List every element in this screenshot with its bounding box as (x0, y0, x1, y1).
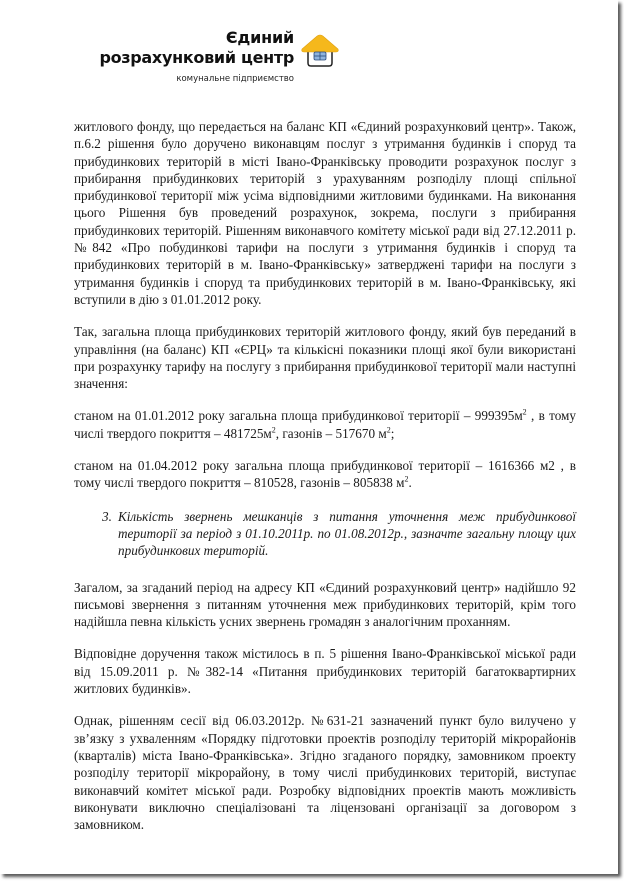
logo-text (99, 28, 294, 86)
paragraph-appeals-count: Загалом, за згаданий період на адресу КП «Єдиний розрахунковий центр» надійшло 92 письмові звернення з питанням уточнення меж прибудинкових територій, крім того надійшла певна кількість усних звернень громадян з аналогічним проханням. (74, 579, 576, 630)
question-item-3 (74, 508, 576, 560)
letterhead (90, 28, 370, 98)
paragraph-area-2012-01: станом на 01.01.2012 року загальна площа прибудинкової території – $999395м^2$ , в тому числі твердого покриття – $481725м^2$, газонів – 517670 $м^2$; (74, 408, 576, 441)
paragraph-council-decision: Відповідне доручення також містилось в п. 5 рішення Івано-Франківської міської ради від 15.09.2011 р. №382-14 «Питання прибудинкових територій багатоквартирних житлових будинків». (74, 646, 576, 697)
org-name-line-2: розрахунковий центр (99, 48, 294, 67)
org-subtitle: комунальне підприємство (176, 74, 294, 84)
org-name-line-1: Єдиний (225, 28, 294, 47)
question-number: 3. (102, 508, 112, 524)
paragraph-session-decision: Однак, рішенням сесії від 06.03.2012р. №631-21 зазначений пункт було вилучено у зв’язку з ухваленням «Порядку підготовки проектів розподілу територій мікрорайонів (кварталів) міста Івано-Франківська». Згідно згаданого порядку, замовником проекту розподілу території мікрорайону, в тому числі прибудинкових територій, виступає виконавчий комітет міської ради. Розробку відповідних проектів мають можливість виконувати виключно спеціалізовані та ліцензовані організації за договором з замовником. (74, 713, 576, 833)
paragraph-area-2012-04: станом на 01.04.2012 року загальна площа прибудинкової території – 1616366 м2 , в тому числі твердого покриття – 810528, газонів – 805838 $м^2$. (74, 458, 576, 491)
paragraph-territory-area-intro: Так, загальна площа прибудинкових територій житлового фонду, який був переданий в управління (на баланс) КП «ЄРЦ» та кількісні показники площі якої були використані при розрахунку тарифу на послугу з прибирання прибудинкової території мали наступні значення: (74, 324, 576, 392)
house-icon (298, 31, 342, 71)
question-text: Кількість звернень мешканців з питання уточнення меж прибудинкової території за період з 01.10.2011р. по 01.08.2012р., зазначте загальну площу цих прибудинкових територій. (118, 508, 576, 559)
paragraph-decision-summary: житлового фонду, що передається на баланс КП «Єдиний розрахунковий центр». Також, п.6.2 рішення було доручено виконавцям послуг з утримання будинків і споруд та прибудинкових територій в місті Івано-Франківську проводити розрахунок послуг з прибирання прибудинкових територій з урахуванням розподілу площі спільної прибудинкової території між усіма відповідними житловими будинками. На виконання цього Рішення був проведений розрахунок, зокрема, послуги з прибирання прибудинкових територій. Рішенням виконавчого комітету міської ради від 27.12.2011 р. №842 «Про побудинкові тарифи на послуги з утримання будинків і споруд та прибудинкових територій в м. Івано-Франківську» затверджені тарифи на послуги з утримання будинків і споруд та прибудинкових територій в м. Івано-Франківську, які вступили в дію з 01.01.2012 року. (74, 119, 576, 307)
document-body (74, 118, 576, 848)
